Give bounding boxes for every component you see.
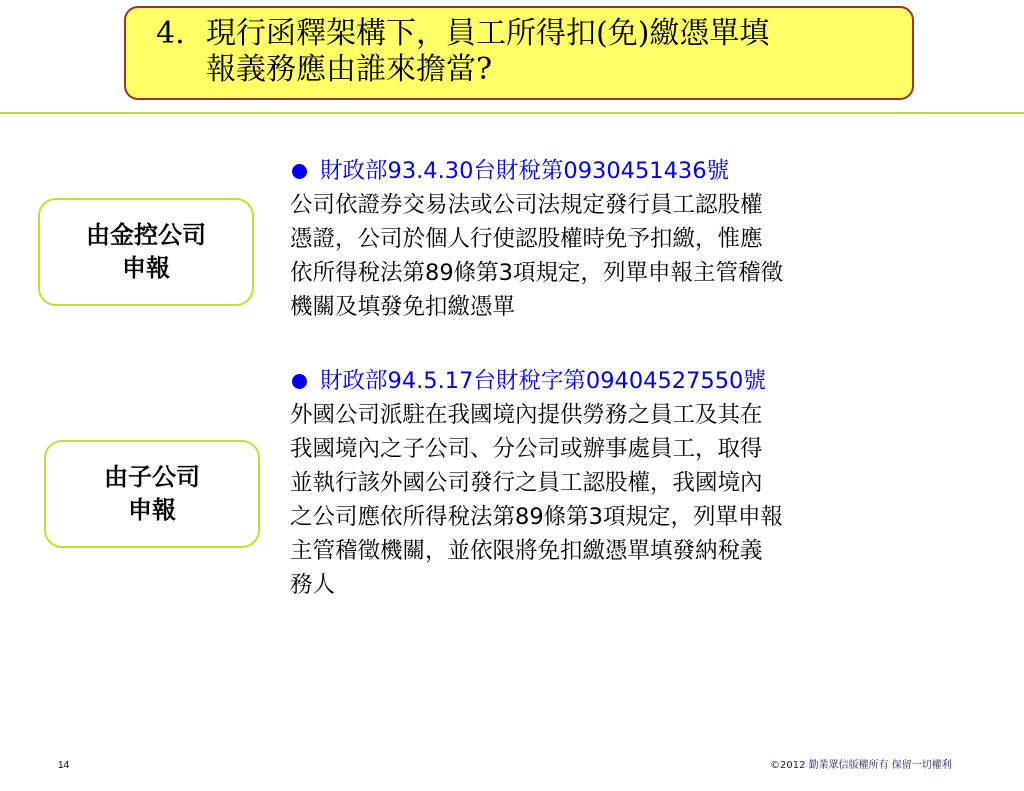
slide-title: [156, 16, 896, 88]
ruling-line: 機關及填發免扣繳憑單: [290, 294, 516, 320]
copyright-notice: ©2012 勤業眾信版權所有 保留一切權利: [770, 760, 952, 771]
title-number: 4.: [156, 16, 185, 51]
title-line-2: 報義務應由誰來擔當?: [206, 52, 493, 87]
title-box: [124, 6, 914, 100]
ruling-heading-1: [290, 154, 970, 188]
ruling-heading-2: [290, 364, 970, 398]
ruling-body-1: [290, 188, 962, 324]
side-box-label-line-2: 申報: [128, 496, 176, 524]
side-box-label-line-1: 由子公司: [104, 463, 200, 491]
ruling-line: 主管稽徵機關，並依限將免扣繳憑單填發納稅義: [290, 538, 763, 564]
side-box-label-line-1: 由金控公司: [86, 221, 206, 249]
ruling-line: 我國境內之子公司、分公司或辦事處員工，取得: [290, 436, 763, 462]
ruling-line: 憑證，公司於個人行使認股權時免予扣繳，惟應: [290, 226, 763, 252]
ruling-line: 外國公司派駐在我國境內提供勞務之員工及其在: [290, 402, 763, 428]
page-number: 14: [58, 760, 70, 771]
rulings-content: [290, 154, 970, 602]
ruling-heading-text: 財政部93.4.30台財稅第0930451436號: [320, 158, 730, 184]
bullet-icon: [292, 164, 307, 179]
side-box-holding-company: [38, 198, 254, 306]
ruling-line: 務人: [290, 572, 336, 598]
ruling-line: 公司依證券交易法或公司法規定發行員工認股權: [290, 192, 763, 218]
bullet-icon: [292, 374, 307, 389]
ruling-line: 依所得稅法第89條第3項規定，列單申報主管稽徵: [290, 260, 783, 286]
ruling-body-2: [290, 398, 962, 602]
ruling-line: 之公司應依所得稅法第89條第3項規定，列單申報: [290, 504, 783, 530]
side-box-subsidiary: [44, 440, 260, 548]
title-line-1: 現行函釋架構下，員工所得扣(免)繳憑單填: [206, 16, 770, 51]
header-divider: [0, 112, 1024, 114]
ruling-heading-text: 財政部94.5.17台財稅字第09404527550號: [320, 368, 766, 394]
side-box-label-line-2: 申報: [122, 254, 170, 282]
ruling-line: 並執行該外國公司發行之員工認股權，我國境內: [290, 470, 763, 496]
